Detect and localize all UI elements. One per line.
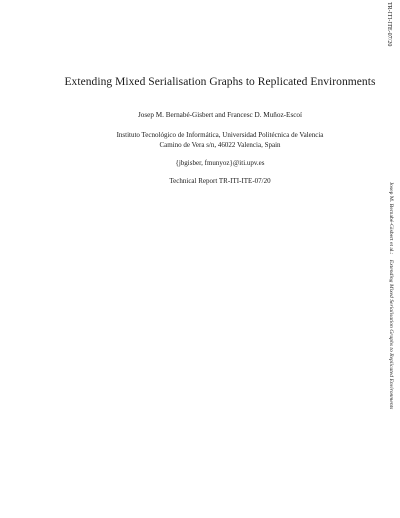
report-id-vertical: TR-ITI-ITE-07/20 — [386, 2, 392, 47]
affiliation-line-2: Camino de Vera s/n, 46022 Valencia, Spain — [159, 141, 281, 149]
running-header-authors: Josep M. Bernabé-Gisbert et al.: — [388, 182, 394, 255]
paper-title: Extending Mixed Serialisation Graphs to Replicated Environments — [64, 76, 376, 88]
affiliation-line-1: Instituto Tecnológico de Informática, Universidad Politécnica de Valencia — [116, 131, 324, 139]
author-emails: {jbgisber, fmunyoz}@iti.upv.es — [175, 159, 265, 167]
technical-report-number: Technical Report TR-ITI-ITE-07/20 — [169, 177, 271, 185]
running-header-vertical — [388, 182, 394, 409]
author-list: Josep M. Bernabé-Gisbert and Francesc D. Muñoz-Escoí — [137, 111, 303, 119]
running-header-title: Extending Mixed Serialisation Graphs to Replicated Environments — [388, 259, 394, 410]
